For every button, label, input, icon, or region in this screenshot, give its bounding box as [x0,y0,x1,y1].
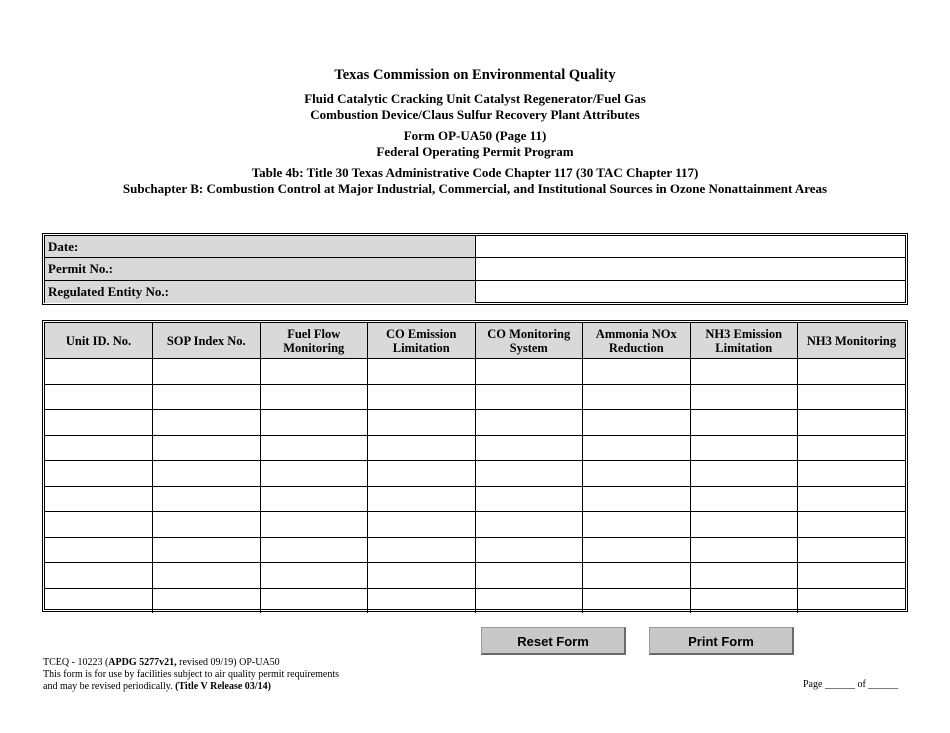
table-cell[interactable] [475,410,583,436]
date-row [45,236,905,258]
table-row [45,588,905,613]
permit-label: Permit No.: [45,258,476,279]
footer-release: (Title V Release 03/14) [175,681,271,692]
footer-form-id [43,657,339,669]
table-cell[interactable] [690,588,798,613]
table-cell[interactable] [153,435,261,461]
column-header: NH3 Emission Limitation [690,323,798,359]
table-cell[interactable] [798,537,906,563]
table-cell[interactable] [690,384,798,410]
table-cell[interactable] [690,461,798,487]
table-title-block [0,165,950,196]
table-cell[interactable] [368,588,476,613]
table-cell[interactable] [368,512,476,538]
date-field[interactable] [476,236,905,257]
table-cell[interactable] [153,461,261,487]
table-cell[interactable] [583,435,691,461]
table-cell[interactable] [45,461,153,487]
table-cell[interactable] [583,410,691,436]
table-cell[interactable] [583,563,691,589]
table-cell[interactable] [798,512,906,538]
form-subtitle-line2: Combustion Device/Claus Sulfur Recovery Plant Attributes [310,106,640,122]
table-cell[interactable] [475,563,583,589]
table-cell[interactable] [153,563,261,589]
table-cell[interactable] [475,384,583,410]
footer-usage-prefix: and may be revised periodically. [43,681,176,692]
table-cell[interactable] [798,384,906,410]
table-row [45,359,905,385]
table-cell[interactable] [583,486,691,512]
column-header: Unit ID. No. [45,323,153,359]
column-header: SOP Index No. [153,323,261,359]
table-cell[interactable] [260,435,368,461]
permit-row [45,258,905,280]
table-cell[interactable] [798,563,906,589]
table-header-row [45,323,905,359]
footer-form-id-suffix: revised 09/19) OP-UA50 [176,657,280,668]
table-cell[interactable] [475,486,583,512]
table-cell[interactable] [798,410,906,436]
table-cell[interactable] [368,486,476,512]
print-form-button[interactable]: Print Form [649,627,794,655]
program-name: Federal Operating Permit Program [376,143,574,159]
table-cell[interactable] [45,359,153,385]
table-cell[interactable] [45,486,153,512]
table-title-line1: Table 4b: Title 30 Texas Administrative Code Chapter 117 (30 TAC Chapter 117) [251,165,699,180]
table-title-line2: Subchapter B: Combustion Control at Major Industrial, Commercial, and Institutional Sources in Ozone Nonattainment Areas [122,180,828,196]
table-row [45,384,905,410]
form-number-block [0,128,950,159]
table-cell[interactable] [690,563,798,589]
table-cell[interactable] [798,435,906,461]
attributes-table-box [42,320,908,612]
column-header: NH3 Monitoring [798,323,906,359]
permit-info-box [42,233,908,305]
table-cell[interactable] [475,512,583,538]
table-cell[interactable] [583,461,691,487]
table-cell[interactable] [45,410,153,436]
table-cell[interactable] [260,588,368,613]
reset-form-button[interactable]: Reset Form [481,627,626,655]
column-header: CO Monitoring System [475,323,583,359]
table-cell[interactable] [368,461,476,487]
table-cell[interactable] [260,486,368,512]
table-cell[interactable] [690,435,798,461]
table-cell[interactable] [260,563,368,589]
footer-form-id-prefix: TCEQ - 10223 ( [43,657,109,668]
table-cell[interactable] [583,537,691,563]
table-cell[interactable] [153,588,261,613]
table-cell[interactable] [798,486,906,512]
table-cell[interactable] [475,461,583,487]
table-cell[interactable] [260,461,368,487]
table-cell[interactable] [45,512,153,538]
table-row [45,537,905,563]
table-cell[interactable] [368,563,476,589]
table-cell[interactable] [153,410,261,436]
entity-label: Regulated Entity No.: [45,281,476,303]
table-cell[interactable] [45,384,153,410]
table-cell[interactable] [798,461,906,487]
table-row [45,563,905,589]
table-row [45,410,905,436]
table-cell[interactable] [45,435,153,461]
table-cell[interactable] [475,435,583,461]
table-cell[interactable] [260,512,368,538]
permit-field[interactable] [476,258,905,279]
table-cell[interactable] [153,486,261,512]
table-cell[interactable] [153,384,261,410]
table-row [45,486,905,512]
table-cell[interactable] [45,537,153,563]
form-number: Form OP-UA50 (Page 11) [403,128,547,143]
table-cell[interactable] [153,359,261,385]
table-cell[interactable] [583,359,691,385]
table-cell[interactable] [368,435,476,461]
table-cell[interactable] [45,588,153,613]
table-cell[interactable] [368,410,476,436]
table-cell[interactable] [690,486,798,512]
table-cell[interactable] [690,537,798,563]
table-cell[interactable] [690,410,798,436]
table-row [45,435,905,461]
table-cell[interactable] [798,359,906,385]
table-cell[interactable] [153,512,261,538]
footer-usage-line1: This form is for use by facilities subject to air quality permit requirements [43,669,340,680]
date-label: Date: [45,236,476,257]
agency-title: Texas Commission on Environmental Quality [334,67,616,83]
attributes-table [45,323,905,613]
table-cell[interactable] [690,512,798,538]
entity-field[interactable] [476,281,905,303]
table-cell[interactable] [368,537,476,563]
entity-row [45,281,905,303]
form-subtitle [0,91,950,122]
table-cell[interactable] [583,384,691,410]
table-cell[interactable] [475,359,583,385]
table-cell[interactable] [475,588,583,613]
table-cell[interactable] [368,359,476,385]
table-cell[interactable] [260,359,368,385]
table-cell[interactable] [153,537,261,563]
table-cell[interactable] [583,512,691,538]
table-cell[interactable] [260,384,368,410]
form-footer [43,657,339,693]
table-cell[interactable] [690,359,798,385]
table-cell[interactable] [45,563,153,589]
table-cell[interactable] [475,537,583,563]
table-cell[interactable] [260,410,368,436]
table-cell[interactable] [583,588,691,613]
table-cell[interactable] [260,537,368,563]
form-subtitle-line1: Fluid Catalytic Cracking Unit Catalyst Regenerator/Fuel Gas [304,91,646,106]
table-cell[interactable] [798,588,906,613]
column-header: Ammonia NOx Reduction [583,323,691,359]
page-number: Page ______ of ______ [803,679,899,690]
column-header: Fuel Flow Monitoring [260,323,368,359]
footer-form-id-bold: APDG 5277v21, [108,657,177,668]
table-row [45,461,905,487]
footer-usage-line2 [43,681,339,693]
table-row [45,512,905,538]
column-header: CO Emission Limitation [368,323,476,359]
table-cell[interactable] [368,384,476,410]
